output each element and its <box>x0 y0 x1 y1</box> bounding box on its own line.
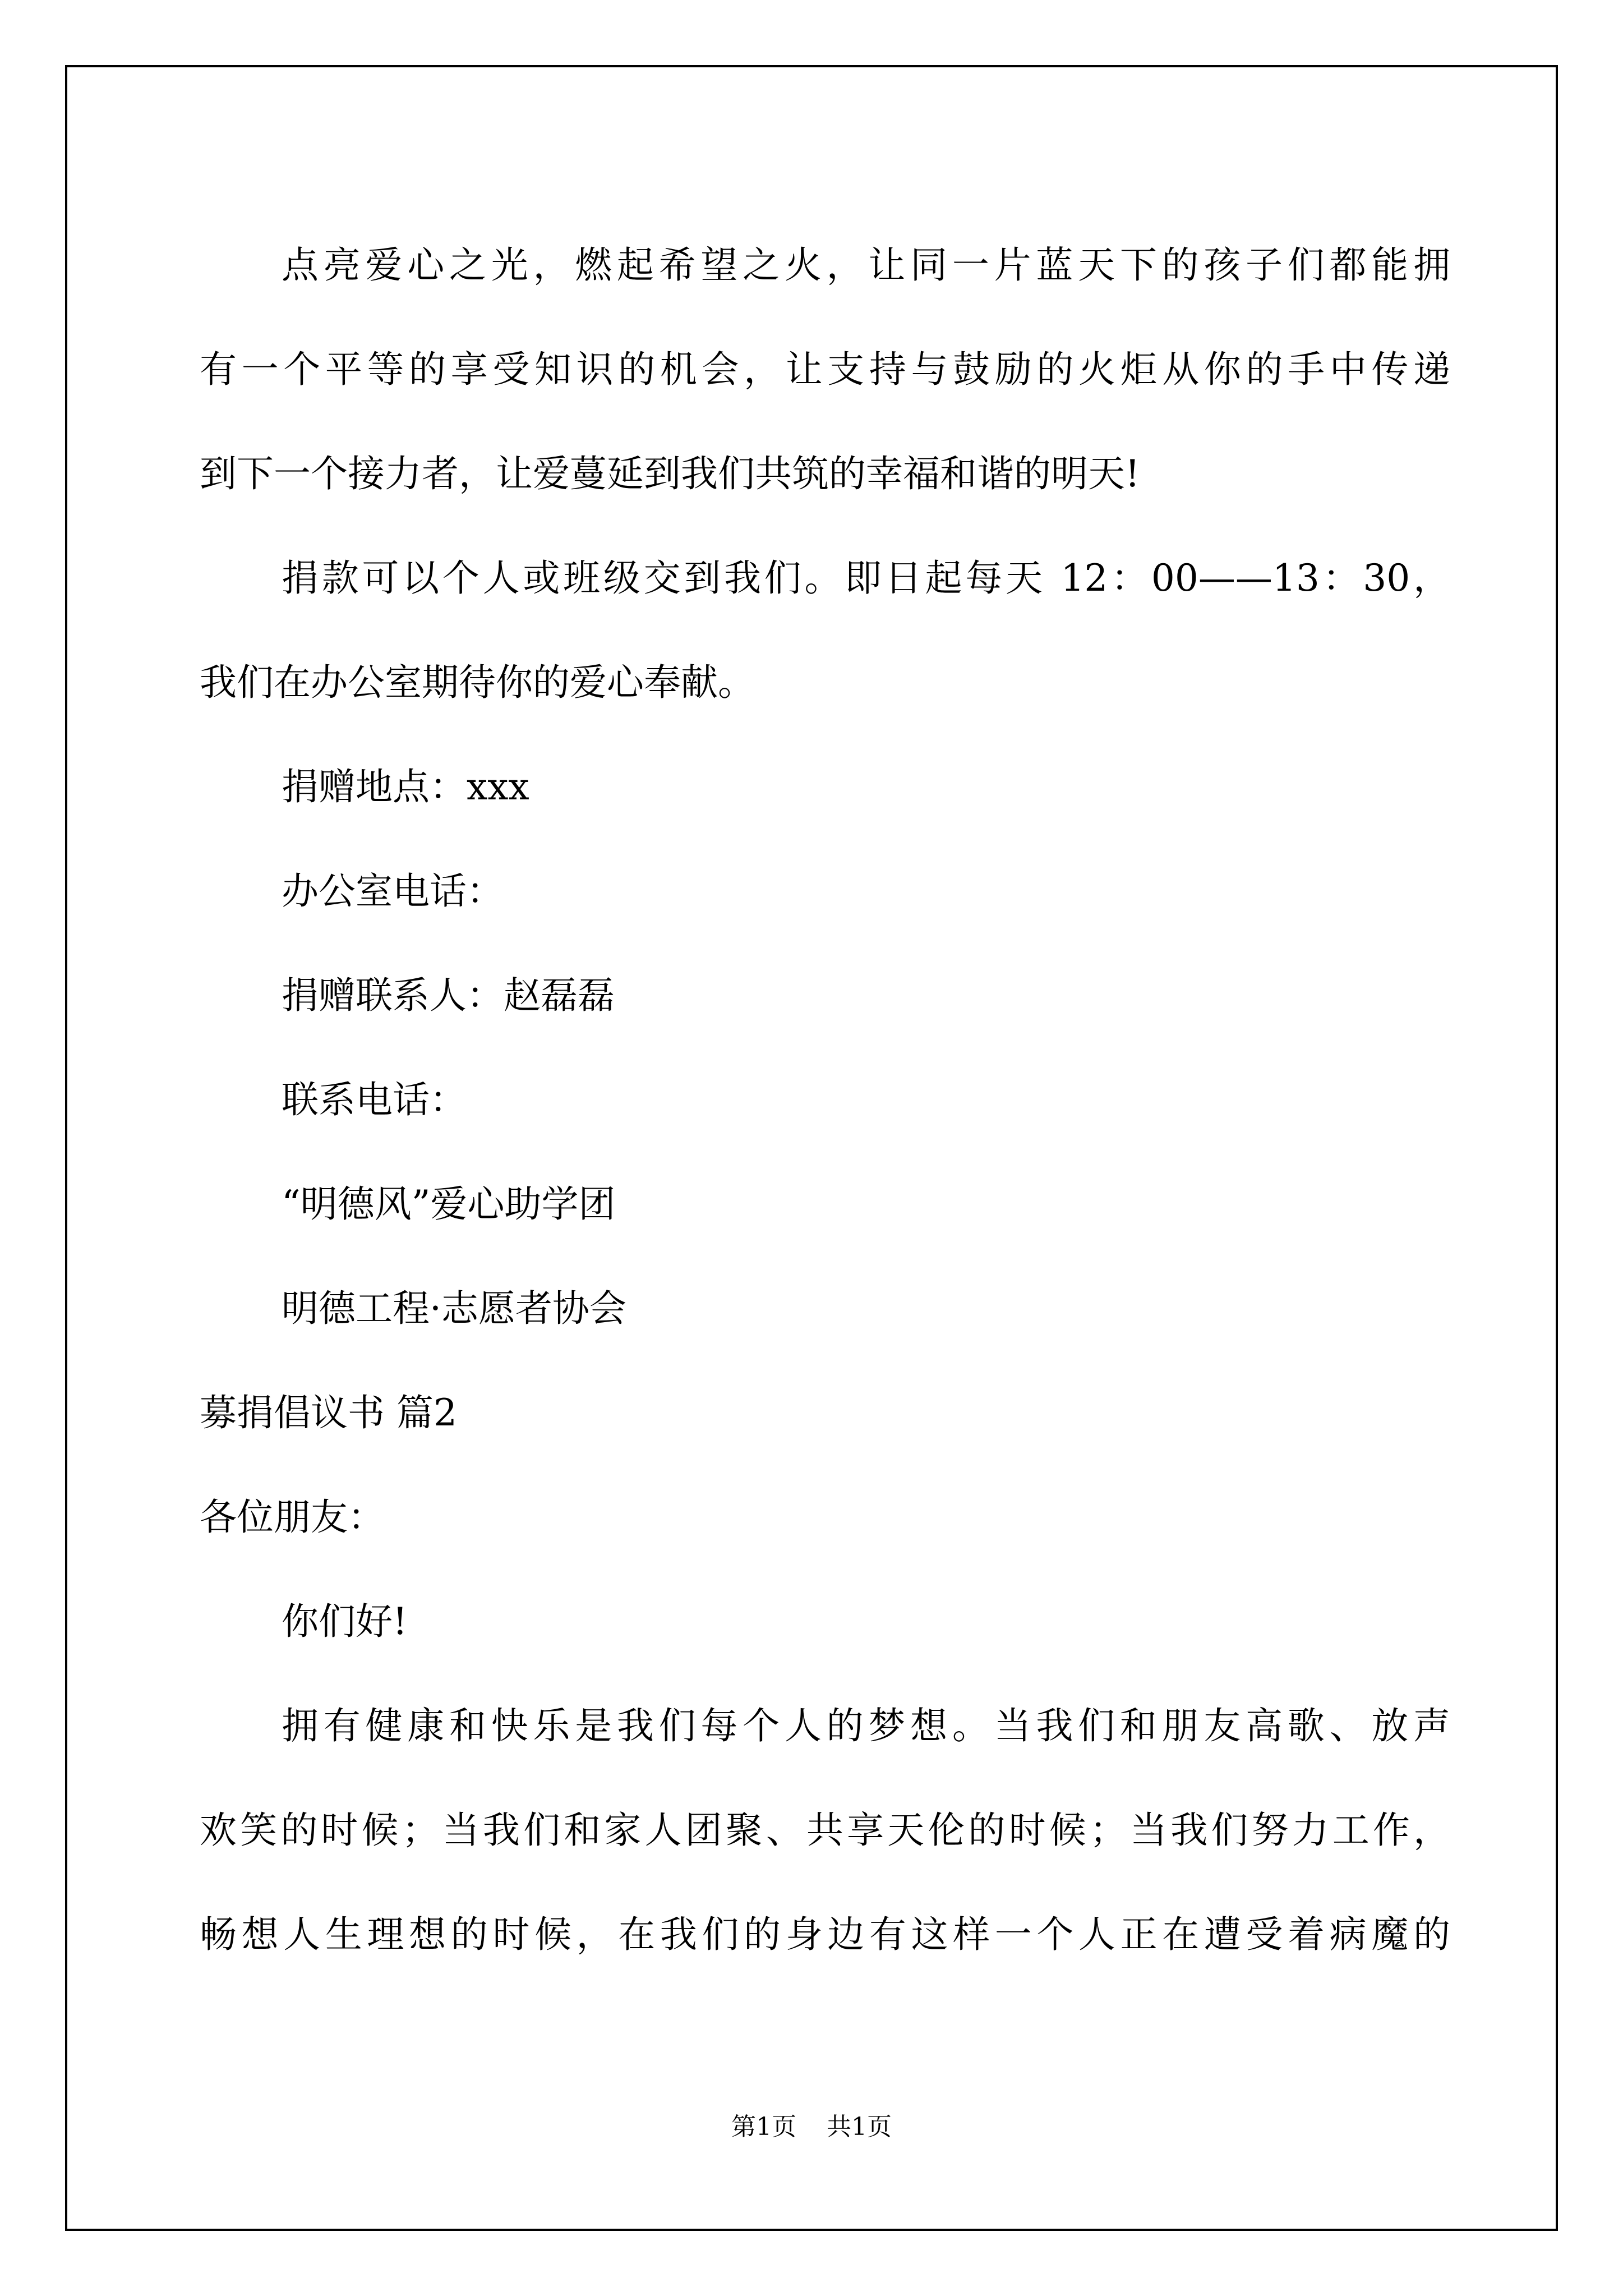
paragraph-line: 欢笑的时候；当我们和家人团聚、共享天伦的时候；当我们努力工作， <box>200 1809 1450 1852</box>
signature-association: 明德工程·志愿者协会 <box>282 1287 626 1330</box>
donation-contact: 捐赠联系人：赵磊磊 <box>282 974 615 1017</box>
office-phone: 办公室电话： <box>282 869 504 913</box>
paragraph-line: 捐款可以个人或班级交到我们。即日起每天 12：00——13：30， <box>282 556 1450 600</box>
paragraph-line: 拥有健康和快乐是我们每个人的梦想。当我们和朋友高歌、放声 <box>282 1704 1450 1747</box>
salutation: 各位朋友： <box>200 1496 385 1539</box>
paragraph-line: 我们在办公室期待你的爱心奉献。 <box>200 661 755 704</box>
paragraph-line: 畅想人生理想的时候，在我们的身边有这样一个人正在遭受着病魔的 <box>200 1913 1450 1956</box>
donation-location: 捐赠地点：xxx <box>282 765 529 808</box>
page-total: 共1页 <box>827 2113 892 2141</box>
paragraph-line: 有一个平等的享受知识的机会，让支持与鼓励的火炬从你的手中传递 <box>200 348 1450 391</box>
paragraph-line: 点亮爱心之光，燃起希望之火，让同一片蓝天下的孩子们都能拥 <box>282 243 1450 287</box>
document-body <box>200 213 1450 1987</box>
page-number: 第1页 <box>731 2113 796 2141</box>
page-footer <box>0 2106 1623 2142</box>
paragraph-line: 到下一个接力者，让爱蔓延到我们共筑的幸福和谐的明天! <box>200 452 1140 495</box>
greeting: 你们好! <box>282 1600 408 1643</box>
signature-organization: “明德风”爱心助学团 <box>282 1182 616 1226</box>
contact-phone: 联系电话： <box>282 1078 467 1121</box>
section-heading: 募捐倡议书 篇2 <box>200 1391 457 1434</box>
